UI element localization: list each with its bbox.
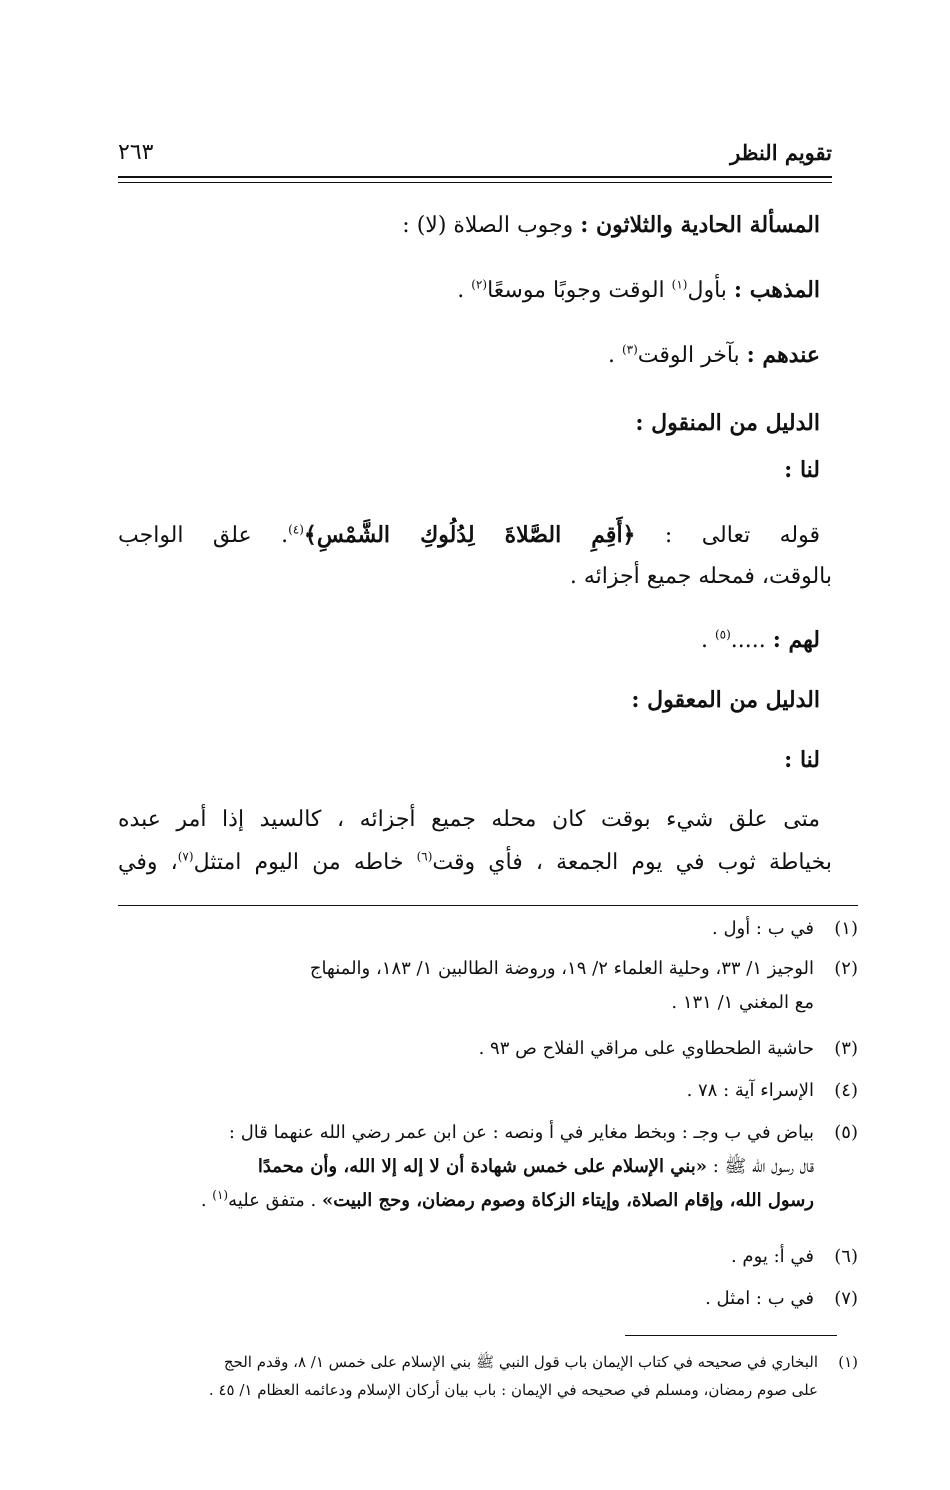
footnote-3 (118, 1032, 858, 1066)
footnote-4 (118, 1074, 858, 1108)
footnote-ref: (٣) (621, 342, 638, 357)
footnote-number: (٦) (834, 1246, 858, 1267)
para-text: خاطه من اليوم امتثل (193, 850, 417, 875)
quote-line-2-text: بالوقت، فمحله جميع أجزائه . (569, 564, 832, 589)
footnote-number: (١) (834, 918, 858, 939)
lana-2 (784, 740, 820, 781)
page-header (118, 140, 832, 176)
para-line-2 (118, 843, 832, 883)
running-title: تقويم النظر (730, 140, 832, 165)
footnote-text: في ب : أول . (712, 918, 814, 939)
para-text: ، وفي (118, 850, 178, 875)
footnote-ref: (١) (671, 277, 688, 292)
para-line-1 (118, 800, 820, 840)
indahum-label: عندهم : (746, 342, 820, 368)
indahum-end: . (607, 343, 622, 368)
indahum-text: بآخر الوقت (637, 343, 747, 368)
quote-rest: . علق الواجب (118, 523, 289, 548)
sub-footnote-line-2: على صوم رمضان، ومسلم في صحيحه في الإيمان : باب بيان أركان الإسلام ودعائمه العظام ١/ ٤٥ . (208, 1381, 818, 1399)
page-number: ٢٦٣ (118, 140, 154, 165)
lana-label: لنا : (784, 457, 820, 483)
madhhab-text: الوقت وجوبًا موسعًا (487, 278, 672, 303)
lahum-text: ..... (730, 628, 773, 653)
hadith-text-continued: رسول الله، وإقام الصلاة، وإيتاء الزكاة وصوم رمضان، وحج البيت» (321, 1190, 814, 1211)
footnote-text: الإسراء آية : ٧٨ . (686, 1080, 814, 1101)
madhhab-end: . (457, 278, 472, 303)
lana-label: لنا : (784, 747, 820, 773)
para-text: بخياطة ثوب في يوم الجمعة ، فأي وقت (432, 850, 833, 875)
footnote-ref: (٢) (471, 277, 488, 292)
footnote-ref: (٤) (288, 522, 304, 537)
para-line-1-text: متى علق شيء بوقت كان محله جميع أجزائه ، كالسيد إذا أمر عبده (118, 807, 820, 832)
lahum-line (701, 620, 820, 661)
madhhab-line (457, 270, 820, 311)
footnote-text: حاشية الطحطاوي على مراقي الفلاح ص ٩٣ . (478, 1038, 814, 1059)
footnote-text: الوجيز ١/ ٣٣، وحلية العلماء ٢/ ١٩، وروضة الطالبين ١/ ١٨٣، والمنهاج (309, 958, 814, 979)
footnote-text-part: . (200, 1190, 213, 1211)
footnote-number: (٥) (834, 1122, 858, 1143)
sub-footnote (118, 1348, 858, 1404)
footnote-6 (118, 1240, 858, 1274)
issue-heading (402, 205, 820, 246)
footnote-text: بياض في ب وجـ : وبخط مغاير في أ ونصه : عن ابن عمر رضي الله عنهما قال : (228, 1122, 814, 1143)
footnote-ref: (٥) (714, 627, 731, 642)
lahum-label: لهم : (772, 627, 820, 653)
quran-verse: ﴿أَقِمِ الصَّلاةَ لِدُلُوكِ الشَّمْسِ﴾ (303, 522, 636, 548)
hadith-text: «بني الإسلام على خمس شهادة أن لا إله إلا الله، وأن محمدًا (257, 1156, 708, 1177)
footnote-7 (118, 1282, 858, 1316)
heading-maqul-text: الدليل من المعقول : (631, 687, 820, 713)
heading-maqul (631, 680, 820, 721)
header-rule-thin (118, 182, 832, 183)
quote-line-1 (118, 515, 820, 556)
footnote-number: (٧) (834, 1288, 858, 1309)
issue-title: المسألة الحادية والثلاثون : (580, 212, 820, 238)
footnote-5 (118, 1116, 858, 1218)
footnote-number: (٣) (834, 1038, 858, 1059)
lahum-end: . (700, 628, 715, 653)
footnote-ref: (١) (212, 1188, 229, 1202)
footnote-ref: (٦) (416, 849, 433, 864)
heading-manqul-text: الدليل من المنقول : (635, 410, 820, 436)
quote-line-2 (570, 557, 832, 597)
footnote-2 (118, 952, 858, 1020)
footnote-text-part: . متفق عليه (228, 1190, 322, 1211)
footnote-text: في ب : امثل . (705, 1288, 814, 1309)
footnote-text-2: مع المغني ١/ ١٣١ . (671, 992, 814, 1013)
quote-intro: قوله تعالى : (635, 523, 820, 548)
footnote-1 (118, 912, 858, 946)
footnote-text: في أ: يوم . (730, 1246, 814, 1267)
footnote-ref: (٧) (177, 849, 194, 864)
madhhab-label: المذهب : (733, 277, 820, 303)
footnote-text-3 (118, 1184, 814, 1218)
footnote-separator (118, 905, 858, 906)
footnote-number: (١) (838, 1353, 858, 1371)
footnote-number: (٢) (834, 958, 858, 979)
header-rule (118, 176, 832, 178)
madhhab-text: بأول (687, 278, 734, 303)
footnote-text-2 (118, 1150, 814, 1184)
footnote-text-part: قال رسول الله ﷺ : (707, 1156, 814, 1177)
issue-topic: وجوب الصلاة (لا) : (402, 213, 581, 238)
sub-footnote-line-1: البخاري في صحيحه في كتاب الإيمان باب قول النبي ﷺ بني الإسلام على خمس ١/ ٨، وقدم الحج (223, 1353, 818, 1371)
indahum-line (608, 335, 820, 376)
footnote-number: (٤) (834, 1080, 858, 1101)
heading-manqul (635, 403, 820, 444)
sub-footnote-separator (625, 1335, 837, 1336)
lana-1 (784, 450, 820, 491)
